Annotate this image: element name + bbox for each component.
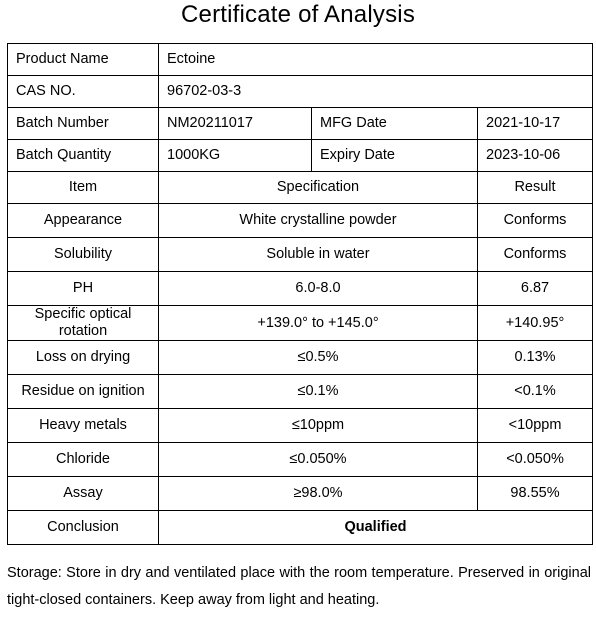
conclusion-value: Qualified	[159, 511, 593, 545]
analysis-table	[7, 43, 593, 545]
product-name-row	[8, 44, 593, 76]
conclusion-label: Conclusion	[8, 511, 159, 545]
test-row	[8, 204, 593, 238]
test-spec: Soluble in water	[159, 238, 478, 272]
test-result: <0.1%	[478, 375, 593, 409]
test-spec: ≤0.050%	[159, 443, 478, 477]
test-spec: ≥98.0%	[159, 477, 478, 511]
test-row	[8, 238, 593, 272]
test-item: Specific optical rotation	[8, 306, 159, 341]
test-item: Residue on ignition	[8, 375, 159, 409]
batch-number-label: Batch Number	[8, 108, 159, 140]
test-header-row	[8, 172, 593, 204]
test-item: Appearance	[8, 204, 159, 238]
test-row	[8, 443, 593, 477]
batch-quantity-row	[8, 140, 593, 172]
cas-label: CAS NO.	[8, 76, 159, 108]
mfg-date-value: 2021-10-17	[478, 108, 593, 140]
test-spec: ≤10ppm	[159, 409, 478, 443]
expiry-date-label: Expiry Date	[312, 140, 478, 172]
test-row	[8, 272, 593, 306]
batch-number-row	[8, 108, 593, 140]
test-item: Loss on drying	[8, 341, 159, 375]
test-result: Conforms	[478, 238, 593, 272]
header-result: Result	[478, 172, 593, 204]
document-title: Certificate of Analysis	[180, 1, 416, 28]
test-result: +140.95°	[478, 306, 593, 341]
test-row	[8, 341, 593, 375]
cas-row	[8, 76, 593, 108]
test-spec: ≤0.5%	[159, 341, 478, 375]
test-item: Solubility	[8, 238, 159, 272]
test-result: 6.87	[478, 272, 593, 306]
test-row	[8, 375, 593, 409]
test-row	[8, 477, 593, 511]
conclusion-row	[8, 511, 593, 545]
test-item: PH	[8, 272, 159, 306]
test-result: 98.55%	[478, 477, 593, 511]
test-result: 0.13%	[478, 341, 593, 375]
mfg-date-label: MFG Date	[312, 108, 478, 140]
test-result: <0.050%	[478, 443, 593, 477]
batch-quantity-value: 1000KG	[159, 140, 312, 172]
batch-number-value: NM20211017	[159, 108, 312, 140]
test-item: Assay	[8, 477, 159, 511]
product-name-label: Product Name	[8, 44, 159, 76]
cas-value: 96702-03-3	[159, 76, 593, 108]
expiry-date-value: 2023-10-06	[478, 140, 593, 172]
test-spec: 6.0-8.0	[159, 272, 478, 306]
header-item: Item	[8, 172, 159, 204]
test-spec: ≤0.1%	[159, 375, 478, 409]
test-item: Heavy metals	[8, 409, 159, 443]
test-result: <10ppm	[478, 409, 593, 443]
storage-note: Storage: Store in dry and ventilated place with the room temperature. Preserved in original tight-closed containers. Keep away from light and heating.	[7, 565, 591, 608]
test-row	[8, 409, 593, 443]
test-result: Conforms	[478, 204, 593, 238]
test-spec: +139.0° to +145.0°	[159, 306, 478, 341]
test-row	[8, 306, 593, 341]
batch-quantity-label: Batch Quantity	[8, 140, 159, 172]
product-name-value: Ectoine	[159, 44, 593, 76]
header-specification: Specification	[159, 172, 478, 204]
test-item: Chloride	[8, 443, 159, 477]
test-spec: White crystalline powder	[159, 204, 478, 238]
